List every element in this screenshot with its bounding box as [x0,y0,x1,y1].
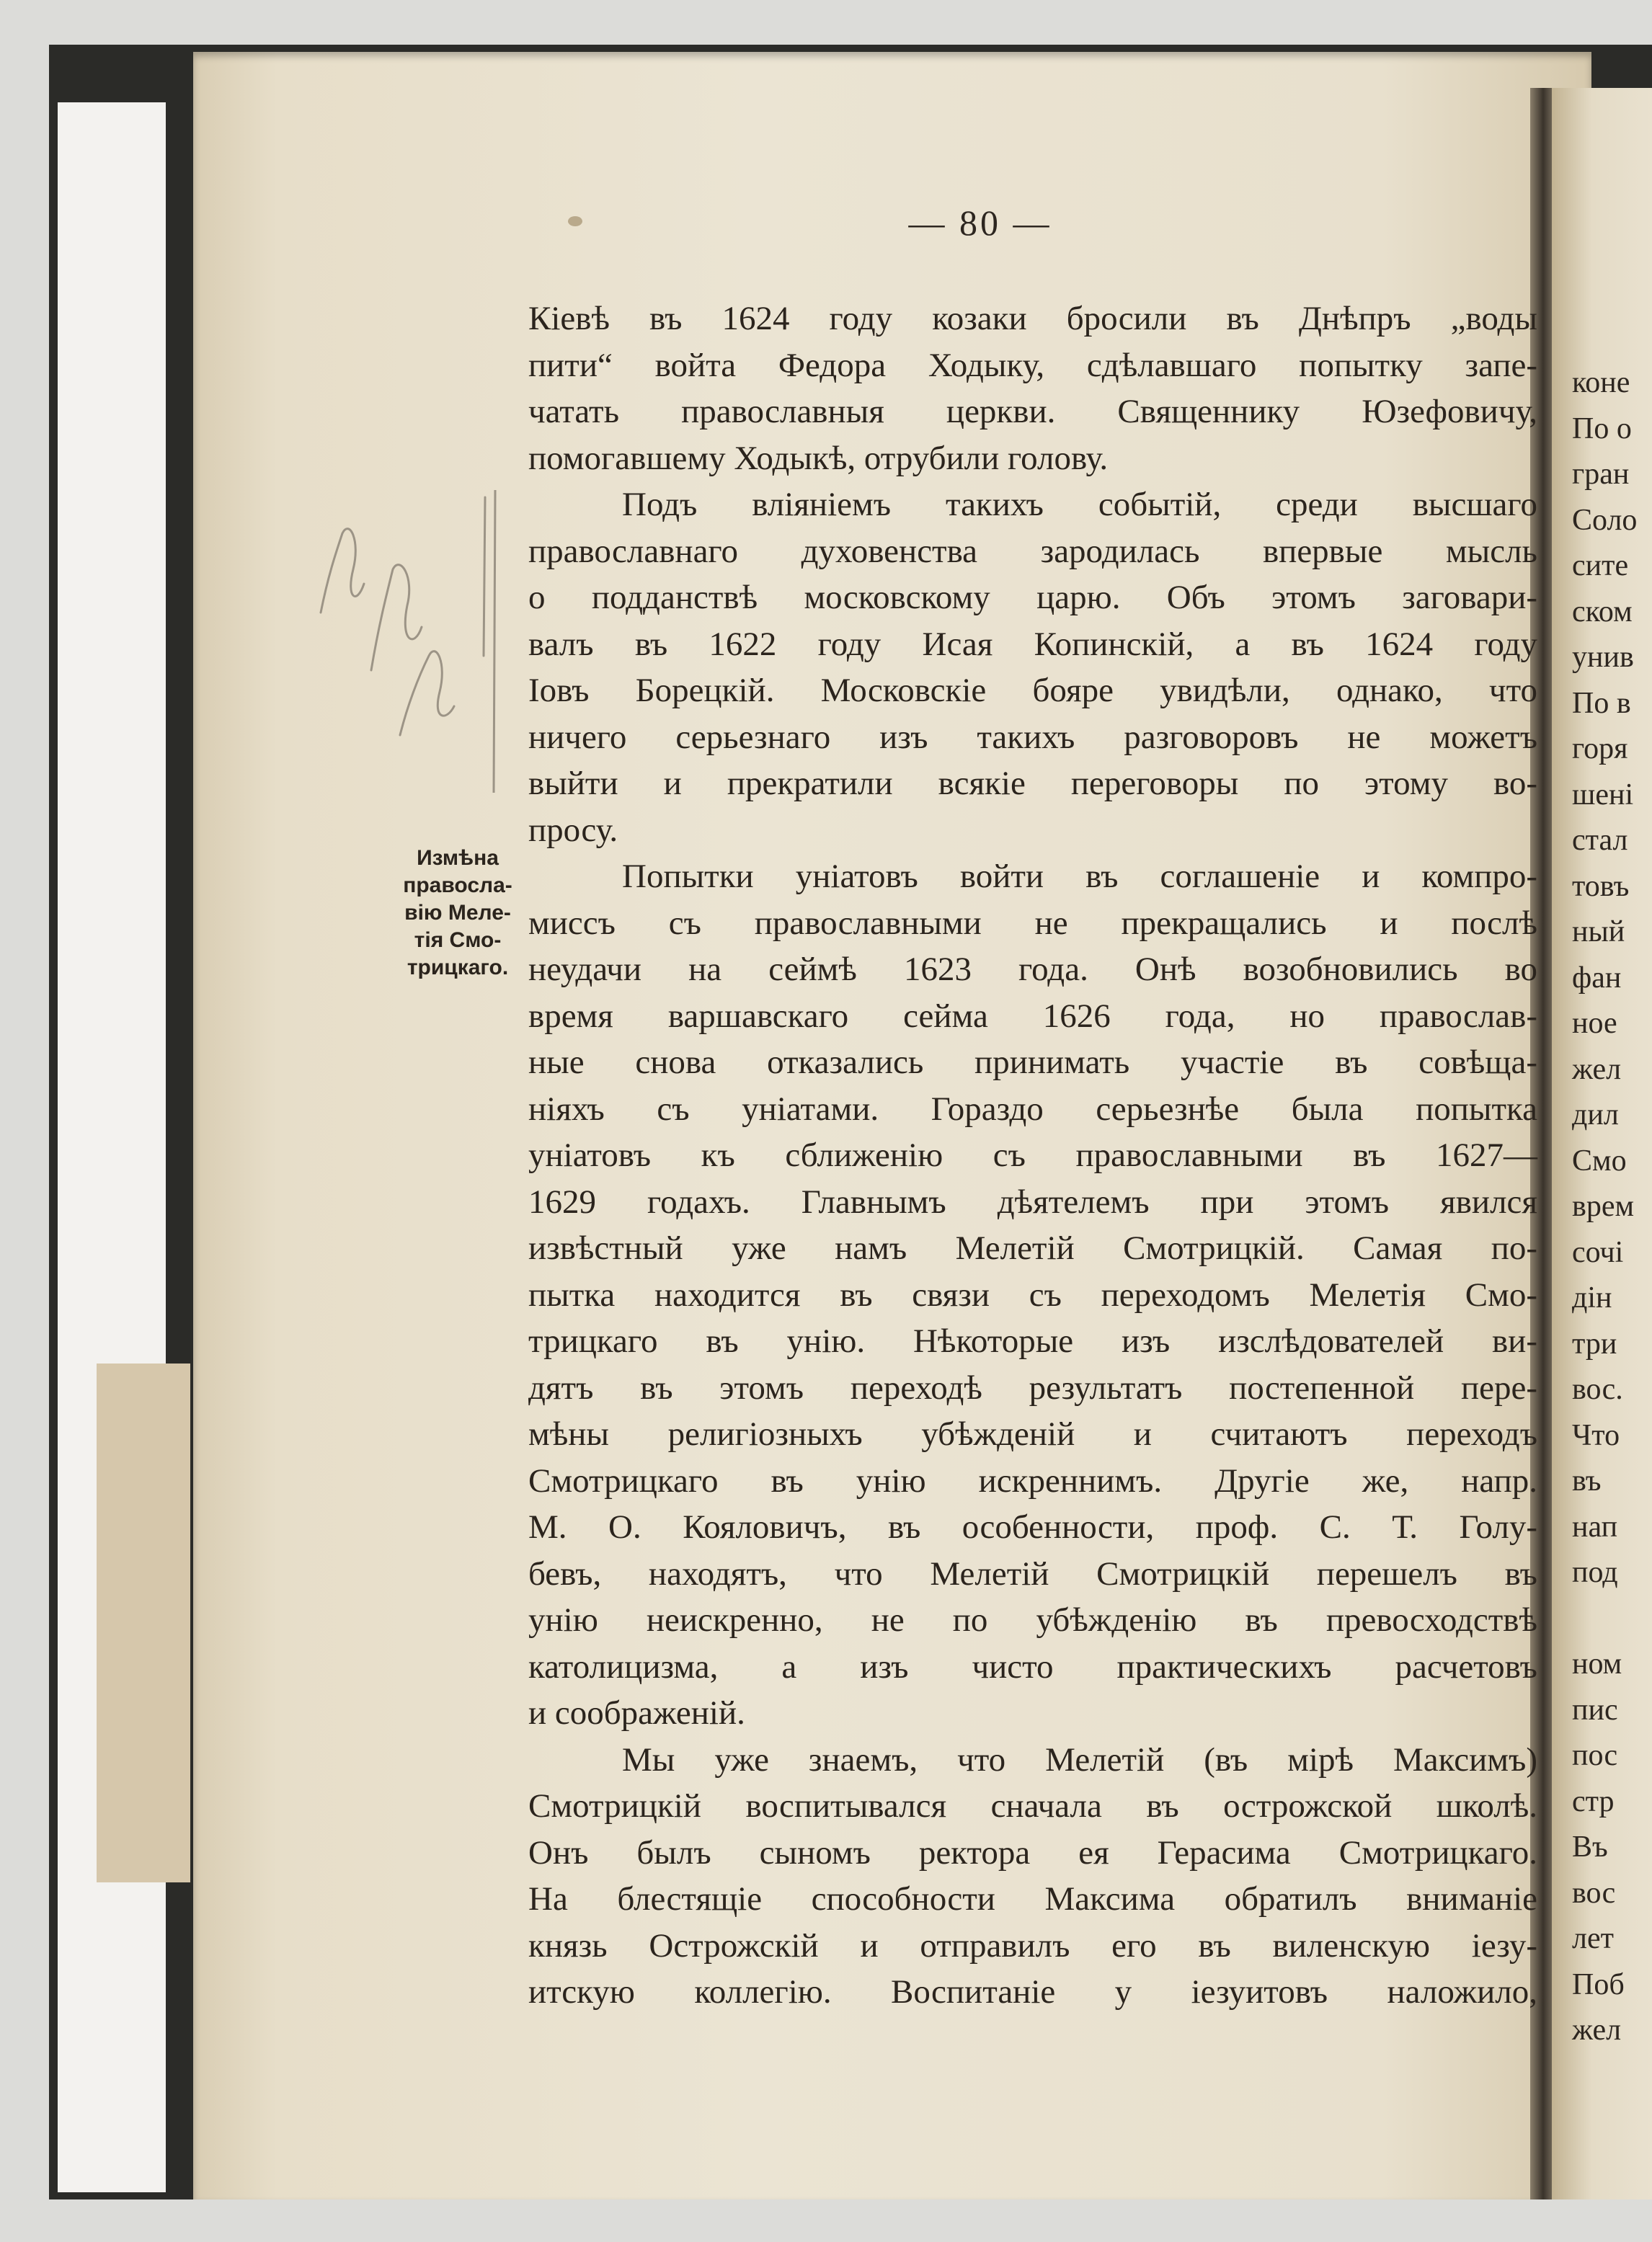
text-line: просу. [528,811,618,849]
facing-page-fragment: сочі [1572,1235,1624,1269]
facing-page-fragment: врем [1572,1190,1635,1223]
margin-note-line: трицкаго. [407,956,509,979]
page-number: — 80 — [908,203,1052,243]
pencil-annotation [292,490,508,793]
facing-page-fragment: жел [1572,2014,1622,2047]
facing-page-fragment: пос [1572,1739,1618,1772]
facing-page-fragment: Что [1572,1418,1620,1452]
text-line: католицизма, а изъ чисто практическихъ расчетовъ [528,1647,1537,1686]
margin-note-line: тія Смо- [414,928,502,952]
text-line: Попытки уніатовъ войти въ соглашеніе и компро- [622,858,1537,895]
text-line: На блестящіе способности Максима обратилъ вниманіе [528,1880,1537,1918]
text-line: неудачи на сеймѣ 1623 года. Онѣ возобновились во [528,951,1537,988]
facing-page-fragment: под [1572,1556,1618,1589]
margin-note-line: вію Меле- [404,901,511,925]
pencil-mark [484,497,485,656]
pencil-mark [400,651,454,735]
pencil-mark [494,490,495,793]
facing-page-fragment: Поб [1572,1967,1625,2001]
facing-page-fragment: ном [1572,1647,1622,1681]
text-line: Кіевѣ въ 1624 году козаки бросили въ Днѣпръ „воды [528,300,1537,337]
text-line: Смотрицкій воспитывался сначала въ острожской школѣ. [528,1787,1537,1825]
facing-page-fragment: въ [1572,1464,1602,1498]
facing-page-fragment: лет [1572,1922,1614,1955]
text-line: Іовъ Борецкій. Московскіе бояре увидѣли, однако, что [528,672,1537,709]
facing-page-fragment: Соло [1572,503,1638,537]
margin-note-line: Измѣна [417,846,499,870]
pencil-mark [321,529,364,613]
text-line: чатать православныя церкви. Священнику Юзефовичу, [528,393,1537,430]
body-text [528,295,1537,2016]
bookmark-slip [97,1364,190,1882]
margin-note-line: правосла- [403,873,512,897]
text-line: унію неискренно, не по убѣжденію въ превосходствѣ [528,1601,1537,1639]
facing-page-fragment: По в [1572,686,1631,720]
facing-page-fragment: сите [1572,549,1629,582]
facing-page-fragment: товъ [1572,869,1630,903]
facing-page-fragment: ный [1572,915,1625,948]
pencil-mark [371,565,422,670]
text-line: мѣны религіозныхъ убѣжденій и считаютъ переходъ [528,1415,1537,1453]
facing-page-fragment: фан [1572,961,1622,995]
facing-page-fragment: вос [1572,1876,1616,1910]
facing-page-fragment: горя [1572,732,1628,765]
facing-page-fragment: унив [1572,641,1634,674]
text-line: пытка находится въ связи съ переходомъ Мелетія Смо- [528,1276,1537,1314]
facing-page-fragment: Въ [1572,1830,1608,1864]
text-line: ніяхъ съ уніатами. Гораздо серьезнѣе была попытка [528,1090,1537,1128]
text-line: ничего серьезнаго изъ такихъ разговоровъ не можетъ [528,718,1537,756]
text-line: итскую коллегію. Воспитаніе у іезуитовъ наложило, [528,1973,1537,2011]
facing-page-fragment: пис [1572,1693,1618,1727]
facing-page-fragment: Смо [1572,1144,1627,1178]
margin-note [393,845,523,982]
text-line: Мы уже знаемъ, что Мелетій (въ мірѣ Максимъ) [622,1740,1537,1779]
text-line: валъ въ 1622 году Исая Копинскій, а въ 1624 году [528,625,1537,663]
text-line: М. О. Кояловичъ, въ особенности, проф. С. Т. Голу- [528,1508,1537,1546]
text-line: о подданствѣ московскому царю. Объ этомъ заговари- [528,579,1537,616]
facing-page-fragment: гран [1572,458,1630,491]
text-line: выйти и прекратили всякіе переговоры по этому во- [528,765,1537,802]
text-line: пити“ войта Федора Ходыку, сдѣлавшаго попытку запе- [528,346,1537,384]
facing-page-fragment: ное [1572,1007,1617,1040]
facing-page-fragment: шені [1572,778,1634,811]
text-line: Смотрицкаго въ унію искреннимъ. Другіе же, напр. [528,1462,1537,1500]
text-line: извѣстный уже намъ Мелетій Смотрицкій. Самая по- [528,1229,1537,1267]
facing-page-fragment: жел [1572,1052,1622,1086]
ink-spot [568,216,582,226]
facing-page-fragment: вос. [1572,1373,1623,1406]
facing-page-fragment: нап [1572,1510,1618,1544]
text-line: православнаго духовенства зародилась впервые мысль [528,532,1537,570]
facing-page-edge [1552,88,1652,2199]
facing-page-fragment: ском [1572,595,1633,628]
text-line: 1629 годахъ. Главнымъ дѣятелемъ при этомъ явился [528,1183,1537,1221]
facing-page-fragment: дил [1572,1098,1619,1131]
facing-page-fragment: По о [1572,412,1632,445]
text-line: трицкаго въ унію. Нѣкоторые изъ изслѣдователей ви- [528,1322,1537,1360]
text-line: Онъ былъ сыномъ ректора ея Герасима Смотрицкаго. [528,1833,1537,1872]
text-line: и соображеній. [528,1694,745,1732]
text-line: миссъ съ православными не прекращались и послѣ [528,904,1537,942]
facing-page-fragment: дін [1572,1281,1612,1314]
text-line: бевъ, находятъ, что Мелетій Смотрицкій перешелъ въ [528,1554,1537,1593]
text-line: помогавшему Ходыкѣ, отрубили голову. [528,439,1109,477]
facing-page-fragment: коне [1572,366,1630,399]
text-line: время варшавскаго сейма 1626 года, но православ- [528,997,1537,1035]
text-line: уніатовъ къ сближенію съ православными въ 1627— [528,1136,1537,1174]
text-line: дятъ въ этомъ переходѣ результатъ постепенной пере- [528,1369,1537,1407]
text-line: князь Острожскій и отправилъ его въ виленскую іезу- [528,1926,1537,1965]
text-line: ные снова отказались принимать участіе въ совѣща- [528,1044,1537,1081]
text-line: Подъ вліяніемъ такихъ событій, среди высшаго [622,486,1537,523]
facing-page-fragment: три [1572,1327,1617,1361]
facing-page-fragment: стр [1572,1784,1615,1818]
facing-page-fragment: стал [1572,824,1628,857]
